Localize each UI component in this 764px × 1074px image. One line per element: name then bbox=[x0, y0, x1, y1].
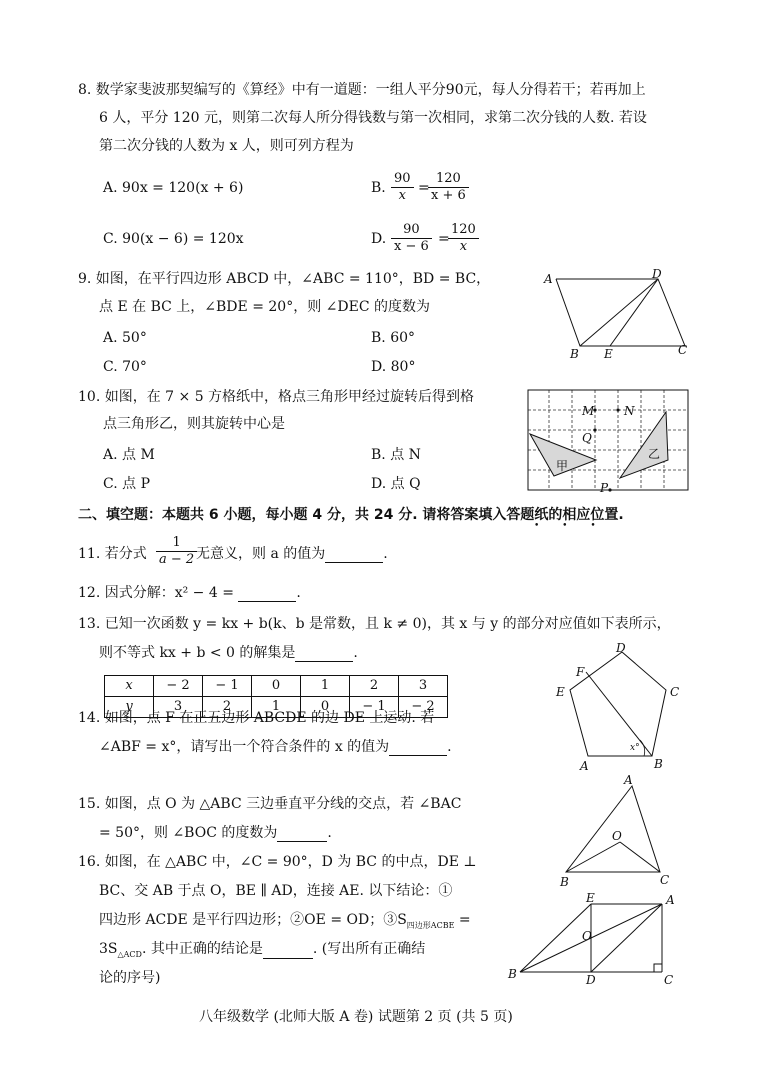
q16-line1: 16. 如图，在 △ABC 中，∠C = 90°，D 为 BC 的中点，DE ⊥ bbox=[78, 854, 477, 870]
q8-option-d-eq: = bbox=[438, 231, 450, 247]
label-d: D bbox=[652, 267, 662, 281]
q9-option-b: B. 60° bbox=[371, 330, 416, 346]
label-d: D bbox=[616, 641, 626, 655]
table-cell: 1 bbox=[252, 697, 301, 718]
segment-be bbox=[520, 904, 591, 972]
label-m: M bbox=[582, 404, 595, 418]
emphasis-dots: • • • bbox=[534, 521, 606, 531]
segment-bf bbox=[586, 672, 652, 756]
label-c: C bbox=[664, 973, 674, 986]
denominator: a − 2 bbox=[159, 552, 195, 568]
numerator: 120 bbox=[428, 171, 469, 188]
q11-answer-blank[interactable] bbox=[325, 548, 383, 563]
q9-line2: 点 E 在 BC 上，∠BDE = 20°，则 ∠DEC 的度数为 bbox=[99, 299, 430, 315]
numerator: 90 bbox=[391, 222, 432, 239]
q13-line1: 13. 已知一次函数 y = kx + b(k、b 是常数，且 k ≠ 0)，其 x 与 y 的部分对应值如下表所示， bbox=[78, 616, 671, 632]
q11-fraction bbox=[156, 535, 197, 569]
label-b: B bbox=[508, 967, 517, 981]
table-cell: 2 bbox=[203, 697, 252, 718]
q13-text: 则不等式 kx + b < 0 的解集是 bbox=[99, 645, 296, 661]
q16-line2: BC、交 AB 于点 O，BE ∥ AD，连接 AE. 以下结论：① bbox=[99, 883, 453, 899]
q11-prefix: 11. 若分式 bbox=[78, 546, 147, 562]
label-n: N bbox=[624, 404, 635, 418]
q10-line1: 10. 如图，在 7 × 5 方格纸中，格点三角形甲经过旋转后得到格 bbox=[78, 389, 475, 405]
table-cell: 3 bbox=[399, 676, 448, 697]
q10-grid-figure bbox=[526, 388, 692, 500]
q12-answer-blank[interactable] bbox=[238, 587, 296, 602]
parallelogram-abcd bbox=[556, 279, 685, 346]
q8-option-d-frac2 bbox=[448, 222, 479, 256]
q11-post: 无意义，则 a 的值为 bbox=[196, 546, 326, 562]
q8-option-b-frac1 bbox=[391, 171, 414, 205]
denominator: x + 6 bbox=[431, 188, 466, 204]
label-b: B bbox=[654, 757, 663, 771]
numerator: 120 bbox=[448, 222, 479, 239]
label-yi: 乙 bbox=[648, 447, 661, 461]
q15-triangle-figure bbox=[556, 772, 686, 890]
q15-line1: 15. 如图，点 O 为 △ABC 三边垂直平分线的交点，若 ∠BAC bbox=[78, 796, 462, 812]
q9-option-c: C. 70° bbox=[103, 359, 147, 375]
label-e: E bbox=[556, 685, 565, 699]
page-footer: 八年级数学 (北师大版 A 卷) 试题第 2 页 (共 5 页) bbox=[199, 1009, 513, 1025]
q8-option-b-frac2 bbox=[428, 171, 469, 205]
label-b: B bbox=[570, 347, 579, 361]
table-cell: y bbox=[105, 697, 154, 718]
segment-de bbox=[610, 279, 658, 346]
segment-bo bbox=[566, 842, 620, 872]
label-o: O bbox=[612, 829, 622, 843]
segment-oc bbox=[620, 842, 660, 872]
q10-line2: 点三角形乙，则其旋转中心是 bbox=[103, 416, 285, 432]
q16-line4-tail: . (写出所有正确结 bbox=[312, 941, 426, 957]
q13-end: . bbox=[353, 645, 358, 661]
denominator: x bbox=[459, 239, 468, 255]
table-cell: − 1 bbox=[203, 676, 252, 697]
table-cell: 2 bbox=[350, 676, 399, 697]
q16-line4-mid: . 其中正确的结论是 bbox=[141, 941, 263, 957]
q13-answer-blank[interactable] bbox=[295, 647, 353, 662]
label-a: A bbox=[624, 773, 633, 787]
label-x-angle: x° bbox=[630, 743, 640, 753]
q16-figure bbox=[506, 890, 686, 986]
q8-line2: 6 人，平分 120 元，则第二次每人所分得钱数与第一次相同，求第二次分钱的人数. 若设 bbox=[99, 110, 647, 126]
q14-pentagon-figure bbox=[552, 640, 702, 772]
q9-option-a: A. 50° bbox=[103, 330, 147, 346]
label-a: A bbox=[580, 759, 589, 772]
pentagon-abcde bbox=[570, 652, 666, 756]
q12-text: 12. 因式分解：x² − 4 = bbox=[78, 585, 234, 601]
q12-line bbox=[78, 585, 301, 602]
q11-end: . bbox=[383, 546, 388, 562]
diagonal-bd bbox=[580, 279, 658, 346]
label-a: A bbox=[544, 272, 553, 286]
right-angle-mark bbox=[654, 964, 662, 972]
table-cell: − 2 bbox=[154, 676, 203, 697]
q16-line3-subscript: 四边形ACBE bbox=[406, 920, 455, 930]
q12-end: . bbox=[296, 585, 301, 601]
q16-line3-end: = bbox=[454, 912, 471, 928]
table-cell: 3 bbox=[154, 697, 203, 718]
q9-line1: 9. 如图，在平行四边形 ABCD 中，∠ABC = 110°，BD = BC， bbox=[78, 271, 491, 287]
q8-option-a: A. 90x = 120(x + 6) bbox=[103, 180, 244, 196]
label-c: C bbox=[660, 873, 670, 887]
table-cell: 1 bbox=[301, 676, 350, 697]
point-q bbox=[593, 428, 596, 431]
q10-option-c: C. 点 P bbox=[103, 476, 150, 492]
label-d: D bbox=[586, 973, 596, 986]
table-row-x bbox=[105, 676, 448, 697]
label-jia: 甲 bbox=[556, 459, 569, 473]
label-p: P bbox=[600, 481, 609, 495]
q15-end: . bbox=[327, 825, 332, 841]
table-cell: − 1 bbox=[350, 697, 399, 718]
q14-end: . bbox=[447, 739, 452, 755]
q15-line2 bbox=[99, 825, 332, 842]
q14-line2 bbox=[99, 739, 452, 756]
q16-line3-text: 四边形 ACDE 是平行四边形；②OE = OD；③S bbox=[99, 912, 407, 928]
table-cell: 0 bbox=[252, 676, 301, 697]
label-b: B bbox=[560, 875, 569, 889]
q16-line4 bbox=[99, 941, 425, 959]
segment-ad bbox=[591, 904, 662, 972]
denominator: x bbox=[398, 188, 406, 204]
q10-option-b: B. 点 N bbox=[371, 447, 421, 463]
q8-line1: 8. 数学家斐波那契编写的《算经》中有一道题：一组人平分90元，每人分得若干；若再加上 bbox=[78, 82, 646, 98]
point-p bbox=[608, 488, 611, 491]
q8-option-d-frac1 bbox=[391, 222, 432, 256]
q16-answer-blank[interactable] bbox=[263, 944, 313, 959]
label-a: A bbox=[666, 893, 675, 907]
label-q: Q bbox=[582, 431, 592, 445]
q8-option-d-label: D. bbox=[371, 231, 387, 247]
numerator: 90 bbox=[391, 171, 414, 188]
q10-option-d: D. 点 Q bbox=[371, 476, 421, 492]
q8-option-b-label: B. bbox=[371, 180, 386, 196]
q9-option-d: D. 80° bbox=[371, 359, 416, 375]
label-e: E bbox=[604, 347, 613, 361]
q16-line3 bbox=[99, 912, 471, 930]
point-n bbox=[616, 408, 619, 411]
label-c: C bbox=[678, 343, 688, 357]
q8-line3: 第二次分钱的人数为 x 人，则可列方程为 bbox=[99, 138, 354, 154]
q16-line5: 论的序号) bbox=[99, 970, 161, 986]
q14-answer-blank[interactable] bbox=[389, 741, 447, 756]
section2-heading: 二、填空题：本题共 6 小题，每小题 4 分，共 24 分. 请将答案填入答题纸的相应位置. bbox=[78, 507, 624, 523]
label-c: C bbox=[670, 685, 680, 699]
q10-option-a: A. 点 M bbox=[103, 447, 155, 463]
table-cell: − 2 bbox=[399, 697, 448, 718]
q11-text bbox=[196, 546, 388, 563]
q13-line2 bbox=[99, 645, 358, 662]
numerator: 1 bbox=[156, 535, 197, 552]
q8-option-b-eq: = bbox=[418, 180, 430, 196]
label-e: E bbox=[586, 891, 595, 905]
label-f: F bbox=[576, 665, 585, 679]
q15-answer-blank[interactable] bbox=[277, 827, 327, 842]
triangle-yi bbox=[620, 412, 668, 478]
table-cell: 0 bbox=[301, 697, 350, 718]
q16-line4-subscript: △ACD bbox=[117, 949, 142, 959]
q16-line4-text: 3S bbox=[99, 941, 118, 957]
table-cell: x bbox=[105, 676, 154, 697]
q9-parallelogram-figure bbox=[540, 266, 700, 362]
q8-option-c: C. 90(x − 6) = 120x bbox=[103, 231, 244, 247]
q14-line1: 14. 如图，点 F 在正五边形 ABCDE 的边 DE 上运动. 若 bbox=[78, 710, 435, 726]
denominator: x − 6 bbox=[394, 239, 429, 255]
q15-text: = 50°，则 ∠BOC 的度数为 bbox=[99, 825, 278, 841]
label-o: O bbox=[582, 929, 592, 943]
q14-text: ∠ABF = x°，请写出一个符合条件的 x 的值为 bbox=[99, 739, 390, 755]
